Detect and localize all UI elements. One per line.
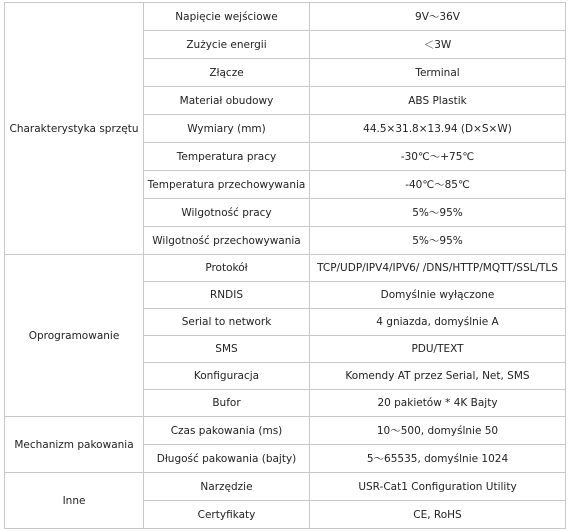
table-row <box>5 417 566 445</box>
value-cell: 4 gniazda, domyślnie A <box>310 309 566 336</box>
param-cell: Zużycie energii <box>144 31 310 59</box>
param-cell: Protokół <box>144 255 310 282</box>
param-cell: Złącze <box>144 59 310 87</box>
param-cell: Temperatura pracy <box>144 143 310 171</box>
value-cell: ＜3W <box>310 31 566 59</box>
value-cell: PDU/TEXT <box>310 336 566 363</box>
param-cell: SMS <box>144 336 310 363</box>
category-cell: Mechanizm pakowania <box>5 417 144 473</box>
value-cell: Domyślnie wyłączone <box>310 282 566 309</box>
value-cell: TCP/UDP/IPV4/IPV6/ /DNS/HTTP/MQTT/SSL/TLS <box>310 255 566 282</box>
value-cell: 9V～36V <box>310 3 566 31</box>
param-cell: Bufor <box>144 390 310 417</box>
value-cell: 5%～95% <box>310 199 566 227</box>
table-row <box>5 473 566 501</box>
category-cell: Inne <box>5 473 144 529</box>
param-cell: Narzędzie <box>144 473 310 501</box>
param-cell: Napięcie wejściowe <box>144 3 310 31</box>
param-cell: Temperatura przechowywania <box>144 171 310 199</box>
value-cell: -30℃～+75℃ <box>310 143 566 171</box>
param-cell: Serial to network <box>144 309 310 336</box>
value-cell: USR-Cat1 Configuration Utility <box>310 473 566 501</box>
category-cell: Charakterystyka sprzętu <box>5 3 144 255</box>
table-row <box>5 255 566 282</box>
value-cell: ABS Plastik <box>310 87 566 115</box>
value-cell: 10～500, domyślnie 50 <box>310 417 566 445</box>
param-cell: RNDIS <box>144 282 310 309</box>
spec-table <box>4 2 566 529</box>
value-cell: 44.5×31.8×13.94 (D×S×W) <box>310 115 566 143</box>
param-cell: Czas pakowania (ms) <box>144 417 310 445</box>
value-cell: Terminal <box>310 59 566 87</box>
value-cell: 5～65535, domyślnie 1024 <box>310 445 566 473</box>
value-cell: 20 pakietów * 4K Bajty <box>310 390 566 417</box>
value-cell: 5%～95% <box>310 227 566 255</box>
table-row <box>5 3 566 31</box>
param-cell: Certyfikaty <box>144 501 310 529</box>
category-cell: Oprogramowanie <box>5 255 144 417</box>
param-cell: Materiał obudowy <box>144 87 310 115</box>
param-cell: Konfiguracja <box>144 363 310 390</box>
value-cell: -40℃～85℃ <box>310 171 566 199</box>
value-cell: Komendy AT przez Serial, Net, SMS <box>310 363 566 390</box>
param-cell: Wymiary (mm) <box>144 115 310 143</box>
value-cell: CE, RoHS <box>310 501 566 529</box>
param-cell: Długość pakowania (bajty) <box>144 445 310 473</box>
param-cell: Wilgotność przechowywania <box>144 227 310 255</box>
param-cell: Wilgotność pracy <box>144 199 310 227</box>
